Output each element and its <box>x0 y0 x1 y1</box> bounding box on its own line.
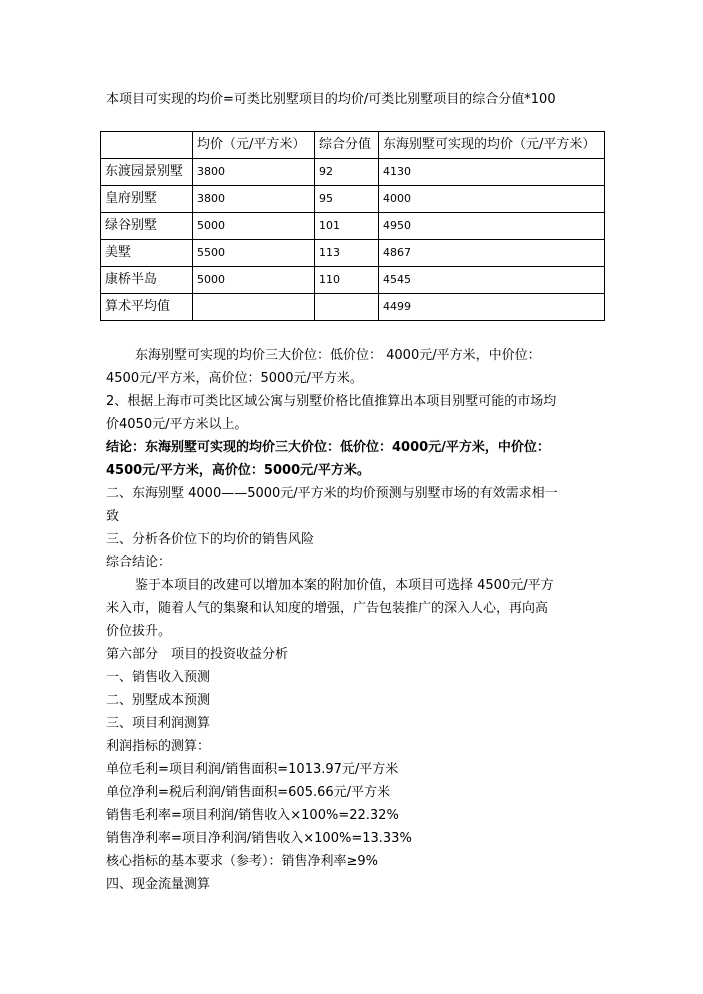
item-villa-cost: 二、别墅成本预测 <box>106 693 211 708</box>
result-cell: 4000 <box>379 186 605 213</box>
score-cell: 110 <box>315 267 379 294</box>
metrics-title: 利润指标的测算： <box>106 739 211 754</box>
metric-unit-net: 单位净利=税后利润/销售面积=605.66元/平方米 <box>106 785 391 800</box>
score-cell: 101 <box>315 213 379 240</box>
result-cell: 4545 <box>379 267 605 294</box>
result-cell: 4867 <box>379 240 605 267</box>
price-cell: 3800 <box>193 159 315 186</box>
summary-line-2: 米入市，随着人气的集聚和认知度的增强，广告包装推广的深入人心，再向高 <box>106 601 549 616</box>
table-row <box>101 267 605 294</box>
price-levels-line-1: 东海别墅可实现的均价三大价位：低价位： 4000元/平方米，中价位： <box>135 348 541 363</box>
project-name-cell: 美墅 <box>101 240 193 267</box>
project-name-cell: 算术平均值 <box>101 294 193 321</box>
formula-line: 本项目可实现的均价=可类比别墅项目的均价/可类比别墅项目的综合分值*100 <box>106 92 556 107</box>
section-3-heading: 三、分析各价位下的均价的销售风险 <box>106 532 315 547</box>
header-cell: 综合分值 <box>315 132 379 159</box>
table-row <box>101 159 605 186</box>
metric-unit-gross: 单位毛利=项目利润/销售面积=1013.97元/平方米 <box>106 762 399 777</box>
project-name-cell: 康桥半岛 <box>101 267 193 294</box>
item-cash-flow: 四、现金流量测算 <box>106 877 211 892</box>
metric-net-margin: 销售净利率=项目净利润/销售收入×100%=13.33% <box>106 831 412 846</box>
price-cell: 5000 <box>193 267 315 294</box>
score-cell: 95 <box>315 186 379 213</box>
conclusion-line-2: 4500元/平方米，高价位：5000元/平方米。 <box>106 463 370 478</box>
table-row <box>101 294 605 321</box>
ratio-line-2: 价4050元/平方米以上。 <box>106 417 248 432</box>
result-cell: 4950 <box>379 213 605 240</box>
part-6-heading: 第六部分 项目的投资收益分析 <box>106 647 289 662</box>
header-cell <box>101 132 193 159</box>
summary-line-1: 鉴于本项目的改建可以增加本案的附加价值，本项目可选择 4500元/平方 <box>135 578 554 593</box>
summary-title: 综合结论： <box>106 555 172 570</box>
score-cell <box>315 294 379 321</box>
price-cell: 3800 <box>193 186 315 213</box>
price-levels-line-2: 4500元/平方米，高价位：5000元/平方米。 <box>106 371 363 386</box>
project-name-cell: 东渡园景别墅 <box>101 159 193 186</box>
summary-line-3: 价位拔升。 <box>106 624 172 639</box>
item-profit-calc: 三、项目利润测算 <box>106 716 211 731</box>
result-cell: 4499 <box>379 294 605 321</box>
price-comparison-table <box>100 131 605 321</box>
table-header-row <box>101 132 605 159</box>
table-row <box>101 240 605 267</box>
header-cell: 东海别墅可实现的均价（元/平方米） <box>379 132 605 159</box>
result-cell: 4130 <box>379 159 605 186</box>
metric-core-requirement: 核心指标的基本要求（参考）：销售净利率≥9% <box>106 854 379 869</box>
project-name-cell: 绿谷别墅 <box>101 213 193 240</box>
metric-gross-margin: 销售毛利率=项目利润/销售收入×100%=22.32% <box>106 808 399 823</box>
price-cell: 5500 <box>193 240 315 267</box>
price-cell: 5000 <box>193 213 315 240</box>
table-row <box>101 186 605 213</box>
conclusion-line-1: 结论：东海别墅可实现的均价三大价位：低价位：4000元/平方米，中价位： <box>106 440 550 455</box>
price-cell <box>193 294 315 321</box>
item-sales-revenue: 一、销售收入预测 <box>106 670 211 685</box>
table-row <box>101 213 605 240</box>
section-2-line-1: 二、东海别墅 4000——5000元/平方米的均价预测与别墅市场的有效需求相一 <box>106 486 558 501</box>
header-cell: 均价（元/平方米） <box>193 132 315 159</box>
project-name-cell: 皇府别墅 <box>101 186 193 213</box>
score-cell: 113 <box>315 240 379 267</box>
ratio-line-1: 2、根据上海市可类比区域公寓与别墅价格比值推算出本项目别墅可能的市场均 <box>106 394 557 409</box>
section-2-line-2: 致 <box>106 509 120 524</box>
score-cell: 92 <box>315 159 379 186</box>
